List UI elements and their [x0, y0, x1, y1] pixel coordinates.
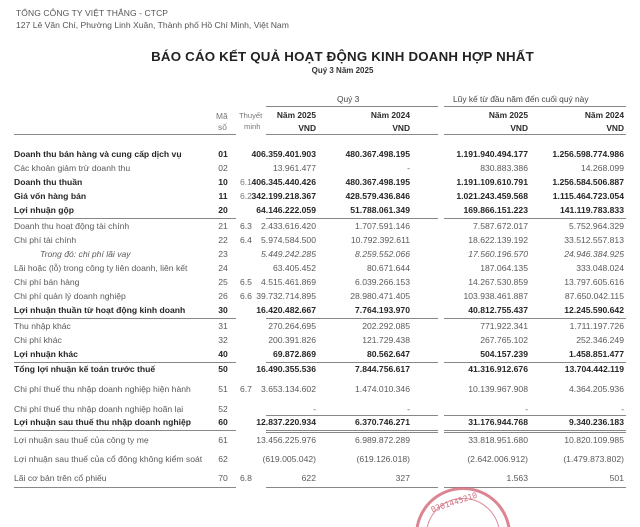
- ytd2025-value: 18.622.139.192: [468, 235, 528, 245]
- ytd2024-value: 14.268.099: [580, 163, 624, 173]
- row-code: 31: [218, 321, 228, 331]
- ytd2025-value: 41.316.912.676: [468, 364, 528, 374]
- table-row: [0, 473, 640, 486]
- double-rule-net-profit-left: [14, 430, 236, 433]
- row-label: Lợi nhuận sau thuế của cổ đông không kiểm soát: [14, 454, 203, 464]
- header-bottom-rule-quarter: [266, 134, 438, 135]
- quarter-group-underline: [266, 106, 438, 107]
- ytd2024-value: 13.704.442.119: [564, 364, 624, 374]
- table-row: [0, 335, 640, 348]
- q2025-value: (619.005.042): [262, 454, 316, 464]
- row-code: 10: [218, 177, 228, 187]
- q2024-value: 7.764.193.970: [355, 305, 410, 315]
- rule-after-operating-profit-left: [14, 318, 236, 319]
- row-label: Chi phí quản lý doanh nghiệp: [14, 291, 126, 301]
- row-label: Lợi nhuận thuần từ hoạt động kinh doanh: [14, 305, 186, 315]
- q2024-year-header: Năm 2024: [370, 110, 410, 120]
- q2024-value: 10.792.392.611: [350, 235, 410, 245]
- q2024-value: 428.579.436.846: [345, 191, 410, 201]
- q2025-value: 622: [301, 473, 316, 483]
- double-rule-net-profit-ytd: [444, 430, 626, 433]
- row-note: 6.1: [240, 177, 252, 187]
- ytd2024-value: 12.245.590.642: [564, 305, 624, 315]
- q2025-value: 200.391.826: [268, 335, 316, 345]
- group-quarter-header: Quý 3: [337, 94, 360, 104]
- note-header-1: Thuyết: [239, 111, 263, 120]
- ytd2025-value: 1.563: [506, 473, 528, 483]
- table-row: [0, 305, 640, 318]
- row-label: Thu nhập khác: [14, 321, 71, 331]
- table-row: [0, 177, 640, 190]
- ytd2025-value: 7.587.672.017: [473, 221, 528, 231]
- row-note: 6.5: [240, 277, 252, 287]
- row-code: 22: [218, 235, 228, 245]
- ytd2024-value: 9.340.236.183: [569, 417, 624, 427]
- final-rule-left: [14, 487, 236, 488]
- row-code: 51: [218, 384, 228, 394]
- row-note: 6.2: [240, 191, 252, 201]
- ytd2024-value: 5.752.964.329: [569, 221, 624, 231]
- q2024-value: 121.729.438: [362, 335, 410, 345]
- table-row: [0, 349, 640, 362]
- q2024-value: 1.707.591.146: [355, 221, 410, 231]
- q2024-value: 8.259.552.066: [355, 249, 410, 259]
- row-code: 01: [218, 149, 228, 159]
- stamp-tax-code: 0301445210: [429, 490, 479, 515]
- q2025-value: 270.264.695: [268, 321, 316, 331]
- q2025-value: 69.872.869: [272, 349, 316, 359]
- ytd2025-value: (2.642.006.912): [467, 454, 528, 464]
- table-row: [0, 454, 640, 467]
- q2025-value: 16.490.355.536: [256, 364, 316, 374]
- rule-after-gross-profit-ytd: [444, 218, 626, 219]
- table-row: [0, 149, 640, 162]
- ytd2025-value: 10.139.967.908: [468, 384, 528, 394]
- q2024-value: 480.367.498.195: [345, 177, 410, 187]
- report-period: Quý 3 Năm 2025: [311, 66, 374, 75]
- q2025-year-header: Năm 2025: [276, 110, 316, 120]
- ytd2025-value: 830.883.386: [480, 163, 528, 173]
- rule-after-other-profit-quarter: [266, 362, 438, 363]
- q2025-value: 63.405.452: [272, 263, 316, 273]
- code-header-2: số: [218, 122, 227, 132]
- ytd2025-value: 103.938.461.887: [463, 291, 528, 301]
- q2024-value: 51.788.061.349: [350, 205, 410, 215]
- q2024-value: 80.671.644: [366, 263, 410, 273]
- rule-after-gross-profit-left: [14, 218, 236, 219]
- ytd2024-value: 10.820.109.985: [564, 435, 624, 445]
- row-code: 23: [218, 249, 228, 259]
- ytd2025-value: 1.021.243.459.568: [456, 191, 528, 201]
- ytd2024-value: 1.256.584.506.887: [552, 177, 624, 187]
- table-row: [0, 291, 640, 304]
- q2025-value: 13.961.477: [272, 163, 316, 173]
- ytd2025-value: 187.064.135: [480, 263, 528, 273]
- ytd2024-value: 141.119.783.833: [559, 205, 624, 215]
- table-row: [0, 384, 640, 397]
- double-rule-net-profit-quarter: [266, 430, 438, 433]
- row-code: 24: [218, 263, 228, 273]
- q2025-value: 64.146.222.059: [256, 205, 316, 215]
- q2024-value: -: [407, 163, 410, 173]
- row-label: Chi phí bán hàng: [14, 277, 80, 287]
- q2024-value: 327: [395, 473, 410, 483]
- ytd2024-value: 1.256.598.774.986: [552, 149, 624, 159]
- q2024-currency: VND: [392, 123, 410, 133]
- rule-after-other-profit-ytd: [444, 362, 626, 363]
- ytd2024-year-header: Năm 2024: [584, 110, 624, 120]
- row-label: Lãi hoặc (lỗ) trong công ty liên doanh, liên kết: [14, 263, 188, 273]
- rule-before-net-profit-ytd: [444, 415, 626, 416]
- q2024-value: (619.126.018): [356, 454, 410, 464]
- row-label: Lợi nhuận sau thuế của công ty mẹ: [14, 435, 149, 445]
- rule-after-gross-profit-quarter: [266, 218, 438, 219]
- q2025-value: 3.653.134.602: [261, 384, 316, 394]
- row-label: Doanh thu hoạt động tài chính: [14, 221, 130, 231]
- q2024-value: 80.562.647: [366, 349, 410, 359]
- q2025-value: 39.732.714.895: [256, 291, 316, 301]
- q2025-value: 5.449.242.285: [261, 249, 316, 259]
- table-row: [0, 364, 640, 377]
- q2025-value: 13.456.225.976: [256, 435, 316, 445]
- q2025-value: 16.420.482.667: [256, 305, 316, 315]
- table-row: [0, 435, 640, 448]
- row-label: Lợi nhuận khác: [14, 349, 78, 359]
- row-label: Chi phí khác: [14, 335, 62, 345]
- rule-before-net-profit-quarter: [266, 415, 438, 416]
- row-code: 70: [218, 473, 228, 483]
- row-label: Tổng lợi nhuận kế toán trước thuế: [14, 364, 156, 374]
- row-label: Giá vốn hàng bán: [14, 191, 87, 201]
- row-code: 26: [218, 291, 228, 301]
- row-label: Lợi nhuận sau thuế thu nhập doanh nghiệp: [14, 417, 192, 427]
- ytd2024-value: 1.711.197.726: [569, 321, 624, 331]
- ytd2024-currency: VND: [606, 123, 624, 133]
- q2025-value: 2.433.616.420: [261, 221, 316, 231]
- row-code: 52: [218, 404, 228, 414]
- report-title: BÁO CÁO KẾT QUẢ HOẠT ĐỘNG KINH DOANH HỢP NHẤT: [151, 49, 534, 64]
- row-label: Doanh thu bán hàng và cung cấp dịch vụ: [14, 149, 182, 159]
- q2024-value: -: [407, 404, 410, 414]
- row-label: Chi phí thuế thu nhập doanh nghiệp hiện hành: [14, 384, 191, 394]
- ytd2024-value: 87.650.042.115: [564, 291, 624, 301]
- table-row: [0, 205, 640, 218]
- ytd2024-value: (1.479.873.802): [563, 454, 624, 464]
- q2024-value: 6.039.266.153: [355, 277, 410, 287]
- table-row: [0, 221, 640, 234]
- table-row: [0, 191, 640, 204]
- group-ytd-header: Lũy kế từ đầu năm đến cuối quý này: [453, 94, 589, 104]
- ytd2025-value: 169.866.151.223: [463, 205, 528, 215]
- ytd2025-value: 771.922.341: [480, 321, 528, 331]
- ytd2024-value: 24.946.384.925: [564, 249, 624, 259]
- row-label: Các khoản giảm trừ doanh thu: [14, 163, 131, 173]
- row-code: 32: [218, 335, 228, 345]
- q2024-value: 28.980.471.405: [350, 291, 410, 301]
- row-code: 62: [218, 454, 228, 464]
- q2025-value: 406.359.401.903: [251, 149, 316, 159]
- row-note: 6.3: [240, 221, 252, 231]
- ytd2025-value: 33.818.951.680: [468, 435, 528, 445]
- row-label: Lợi nhuận gộp: [14, 205, 75, 215]
- company-name: TỔNG CÔNG TY VIỆT THẮNG - CTCP: [16, 8, 169, 18]
- ytd-group-underline: [444, 106, 626, 107]
- row-label: Lãi cơ bản trên cổ phiếu: [14, 473, 107, 483]
- rule-after-operating-profit-quarter: [266, 318, 438, 319]
- row-code: 61: [218, 435, 228, 445]
- ytd2024-value: 333.048.024: [576, 263, 624, 273]
- company-address: 127 Lê Văn Chí, Phường Linh Xuân, Thành phố Hồ Chí Minh, Việt Nam: [16, 20, 289, 30]
- ytd2024-value: 501: [609, 473, 624, 483]
- row-label: Doanh thu thuần: [14, 177, 83, 187]
- company-seal-stamp: [415, 487, 511, 527]
- q2024-value: 480.367.498.195: [345, 149, 410, 159]
- q2024-value: 6.989.872.289: [355, 435, 410, 445]
- q2025-value: 406.345.440.426: [251, 177, 316, 187]
- ytd2024-value: -: [621, 404, 624, 414]
- ytd2025-value: 267.765.102: [480, 335, 528, 345]
- q2025-currency: VND: [298, 123, 316, 133]
- row-label: Trong đó: chi phí lãi vay: [40, 249, 131, 259]
- table-row: [0, 321, 640, 334]
- ytd2025-value: 31.176.944.768: [468, 417, 528, 427]
- row-code: 60: [218, 417, 228, 427]
- ytd2025-value: -: [525, 404, 528, 414]
- row-code: 30: [218, 305, 228, 315]
- ytd2024-value: 1.115.464.723.054: [552, 191, 624, 201]
- row-note: 6.6: [240, 291, 252, 301]
- table-row: [0, 163, 640, 176]
- code-header-1: Mã: [216, 111, 228, 121]
- row-code: 11: [218, 191, 228, 201]
- q2024-value: 1.474.010.346: [355, 384, 410, 394]
- ytd2025-value: 14.267.530.859: [468, 277, 528, 287]
- header-bottom-rule-left: [14, 134, 236, 135]
- table-row: [0, 263, 640, 276]
- q2024-value: 6.370.746.271: [355, 417, 410, 427]
- ytd2025-currency: VND: [510, 123, 528, 133]
- ytd2024-value: 13.797.605.616: [564, 277, 624, 287]
- q2025-value: -: [313, 404, 316, 414]
- row-code: 20: [218, 205, 228, 215]
- row-note: 6.7: [240, 384, 252, 394]
- ytd2024-value: 4.364.205.936: [569, 384, 624, 394]
- ytd2025-value: 504.157.239: [480, 349, 528, 359]
- q2025-value: 12.837.220.934: [256, 417, 316, 427]
- rule-after-other-profit-left: [14, 362, 236, 363]
- ytd2025-value: 17.560.196.570: [468, 249, 528, 259]
- row-note: 6.4: [240, 235, 252, 245]
- final-rule-quarter: [266, 487, 438, 488]
- row-code: 02: [218, 163, 228, 173]
- table-row: [0, 235, 640, 248]
- ytd2025-value: 40.812.755.437: [468, 305, 528, 315]
- note-header-2: minh: [244, 122, 261, 131]
- header-bottom-rule-ytd: [444, 134, 626, 135]
- ytd2025-value: 1.191.109.610.791: [456, 177, 528, 187]
- row-code: 50: [218, 364, 228, 374]
- row-code: 40: [218, 349, 228, 359]
- table-row: [0, 417, 640, 430]
- ytd2025-value: 1.191.940.494.177: [456, 149, 528, 159]
- q2024-value: 202.292.085: [362, 321, 410, 331]
- row-label: Chi phí tài chính: [14, 235, 77, 245]
- row-note: 6.8: [240, 473, 252, 483]
- ytd2025-year-header: Năm 2025: [488, 110, 528, 120]
- row-label: Chi phí thuế thu nhập doanh nghiệp hoãn lại: [14, 404, 184, 414]
- ytd2024-value: 33.512.557.813: [564, 235, 624, 245]
- q2025-value: 5.974.584.500: [261, 235, 316, 245]
- row-code: 25: [218, 277, 228, 287]
- row-code: 21: [218, 221, 228, 231]
- ytd2024-value: 1.458.851.477: [569, 349, 624, 359]
- q2024-value: 7.844.756.617: [355, 364, 410, 374]
- table-row: [0, 249, 640, 262]
- table-row: [0, 277, 640, 290]
- q2025-value: 4.515.461.869: [261, 277, 316, 287]
- rule-after-operating-profit-ytd: [444, 318, 626, 319]
- q2025-value: 342.199.218.367: [251, 191, 316, 201]
- ytd2024-value: 252.346.249: [576, 335, 624, 345]
